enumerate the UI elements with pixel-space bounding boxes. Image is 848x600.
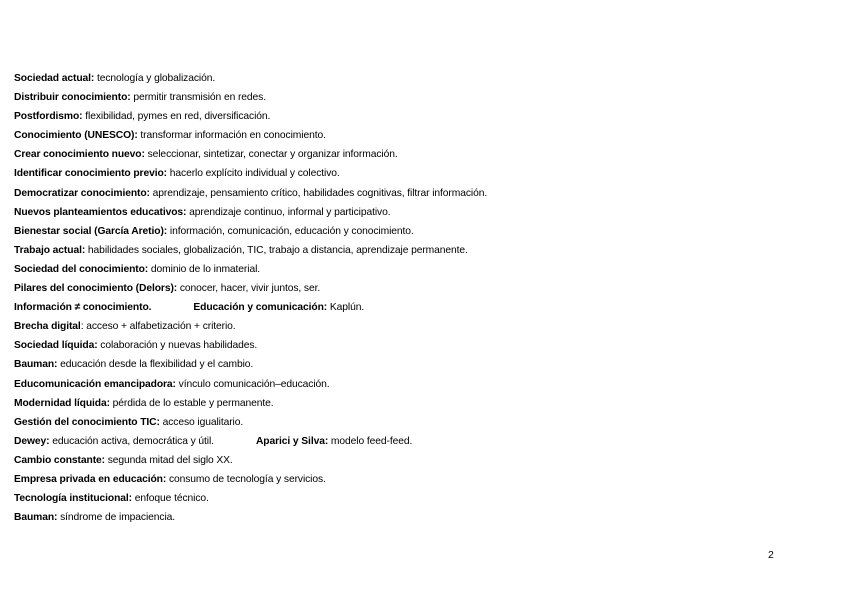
note-term: Identificar conocimiento previo: xyxy=(14,168,167,180)
note-line xyxy=(14,489,814,508)
note-line xyxy=(14,451,814,470)
note-line xyxy=(14,145,814,164)
note-term: Crear conocimiento nuevo: xyxy=(14,149,145,161)
note-description: enfoque técnico. xyxy=(132,493,209,505)
note-term: Educomunicación emancipadora: xyxy=(14,378,176,390)
note-term: Nuevos planteamientos educativos: xyxy=(14,206,187,218)
note-term: Bienestar social (García Aretio): xyxy=(14,225,168,237)
note-line xyxy=(14,336,814,355)
note-description: acceso igualitario. xyxy=(159,416,244,428)
note-term: Trabajo actual: xyxy=(14,244,86,256)
note-term: Bauman: xyxy=(14,512,58,524)
note-term: Cambio constante: xyxy=(14,454,105,466)
note-term: Postfordismo: xyxy=(14,111,83,123)
note-line xyxy=(14,88,814,107)
note-term: Sociedad actual: xyxy=(14,73,95,84)
note-term: Modernidad líquida: xyxy=(14,397,110,409)
note-term: Información ≠ conocimiento. xyxy=(14,302,152,314)
note-line xyxy=(14,260,814,279)
note-description: aprendizaje, pensamiento crítico, habilidades cognitivas, filtrar información. xyxy=(149,187,488,199)
note-description: colaboración y nuevas habilidades. xyxy=(97,340,258,352)
note-description: : acceso + alfabetización + criterio. xyxy=(80,321,236,333)
note-term: Democratizar conocimiento: xyxy=(14,187,150,199)
note-line xyxy=(14,317,814,336)
note-term: Sociedad del conocimiento: xyxy=(14,263,149,275)
page-number: 2 xyxy=(768,549,774,561)
note-description: flexibilidad, pymes en red, diversificación. xyxy=(82,111,271,123)
notes-list xyxy=(14,69,814,527)
note-line xyxy=(14,107,814,126)
note-description: dominio de lo inmaterial. xyxy=(148,263,261,275)
note-description: tecnología y globalización. xyxy=(94,73,216,84)
note-line xyxy=(14,222,814,241)
note-term: Sociedad líquida: xyxy=(14,340,98,352)
note-line xyxy=(14,355,814,374)
note-description: transformar información en conocimiento. xyxy=(137,130,326,142)
note-term: Empresa privada en educación: xyxy=(14,473,167,485)
note-description: vínculo comunicación–educación. xyxy=(175,378,330,390)
note-description: información, comunicación, educación y conocimiento. xyxy=(167,225,414,237)
note-description: segunda mitad del siglo XX. xyxy=(104,454,233,466)
note-line xyxy=(14,164,814,183)
note-term: Conocimiento (UNESCO): xyxy=(14,130,138,142)
note-line xyxy=(14,394,814,413)
note-description: conocer, hacer, vivir juntos, ser. xyxy=(177,283,321,295)
note-description: aprendizaje continuo, informal y participativo. xyxy=(186,206,391,218)
note-line xyxy=(14,508,814,527)
note-term: Dewey: xyxy=(14,435,50,447)
note-term: Distribuir conocimiento: xyxy=(14,92,131,104)
note-line xyxy=(14,241,814,260)
note-term: Pilares del conocimiento (Delors): xyxy=(14,283,178,295)
note-line xyxy=(14,69,814,88)
note-term: Educación y comunicación: xyxy=(193,302,328,314)
note-line xyxy=(14,470,814,489)
note-line xyxy=(14,298,814,317)
note-line xyxy=(14,432,814,451)
note-term: Bauman: xyxy=(14,359,58,371)
note-description: modelo feed-feed. xyxy=(328,435,413,447)
note-term: Tecnología institucional: xyxy=(14,493,133,505)
note-description: pérdida de lo estable y permanente. xyxy=(109,397,274,409)
note-description: educación desde la flexibilidad y el cambio. xyxy=(57,359,254,371)
note-description: consumo de tecnología y servicios. xyxy=(166,473,326,485)
note-description: hacerlo explícito individual y colectivo. xyxy=(167,168,340,180)
note-line xyxy=(14,203,814,222)
note-term: Brecha digital xyxy=(14,321,81,333)
note-line xyxy=(14,413,814,432)
note-term: Aparici y Silva: xyxy=(255,435,329,447)
note-description: seleccionar, sintetizar, conectar y organizar información. xyxy=(144,149,398,161)
note-description: síndrome de impaciencia. xyxy=(57,512,176,524)
note-description: habilidades sociales, globalización, TIC, trabajo a distancia, aprendizaje permanente. xyxy=(85,244,468,256)
note-line xyxy=(14,126,814,145)
note-description: permitir transmisión en redes. xyxy=(130,92,266,104)
note-line xyxy=(14,279,814,298)
note-description: educación activa, democrática y útil. xyxy=(49,435,214,447)
note-description: Kaplún. xyxy=(327,302,365,314)
note-line xyxy=(14,184,814,203)
note-term: Gestión del conocimiento TIC: xyxy=(14,416,160,428)
note-line xyxy=(14,375,814,394)
